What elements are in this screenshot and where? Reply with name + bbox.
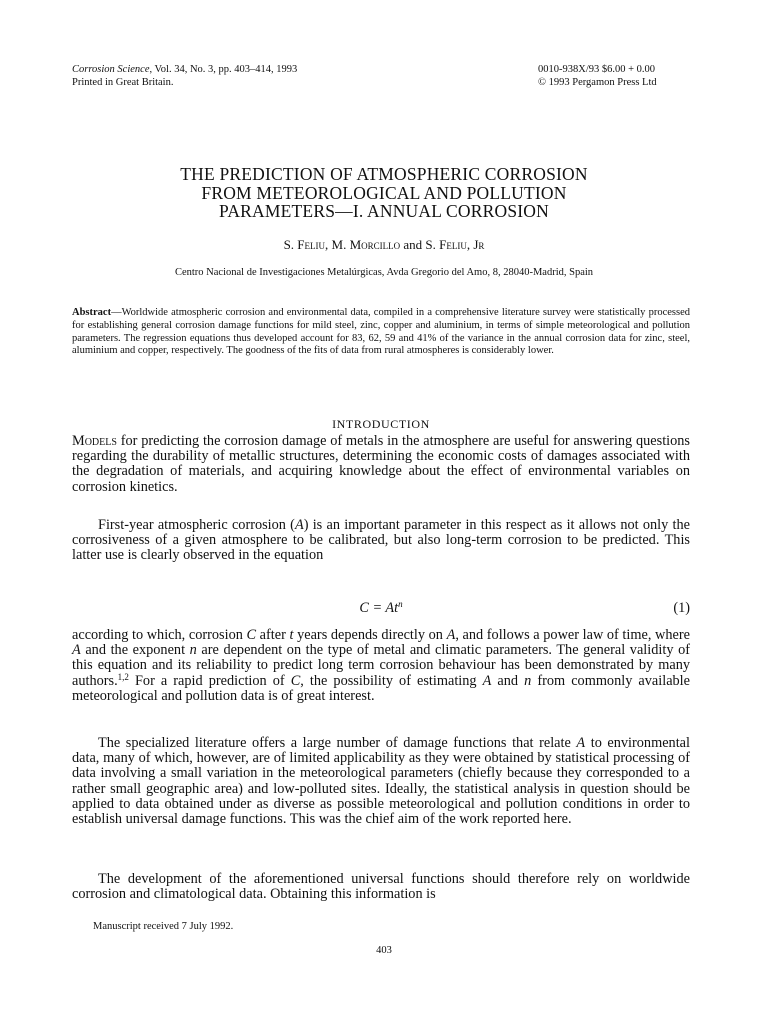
p3-text: For a rapid prediction of bbox=[128, 672, 291, 689]
reference-superscript: 1,2 bbox=[117, 671, 129, 682]
paper-title bbox=[60, 165, 708, 221]
issn-price: 0010-938X/93 $6.00 + 0.00 bbox=[538, 64, 656, 75]
journal-header-left bbox=[72, 64, 297, 89]
p4-text-b: to environmental data, many of which, however, are of limited applicability as they were obtained by statistical processing of data involving a small variation in the meteorological parameters (chiefly because they corresponded to a rather small geographic area) and low-polluted sites. Ideally, the statistical analysis in question should be applied to data obtained under as diverse as possible meteorological and pollution conditions in order to establish universal damage functions. This was the chief aim of the work reported here. bbox=[72, 735, 690, 828]
author-separator-1: , bbox=[325, 237, 332, 252]
paragraph-1 bbox=[72, 434, 690, 495]
title-line-1: THE PREDICTION OF ATMOSPHERIC CORROSION bbox=[180, 164, 588, 184]
variable-c: C bbox=[246, 627, 257, 643]
paragraph-1-text: for predicting the corrosion damage of metals in the atmosphere are useful for answering questions regarding the durability of metallic structures, determining the economic costs of damages associated with the degradation of materials, and acquiring knowledge about the effect of environmental variables on corrosion kinetics. bbox=[72, 433, 690, 495]
paragraph-2-text-b: ) is an important parameter in this respect as it allows not only the corrosiveness of a given atmosphere to be calibrated, but also long-term corrosion to be predicted. This latter use is clearly observed in the equation bbox=[72, 517, 690, 564]
section-heading: INTRODUCTION bbox=[332, 417, 430, 431]
variable-t: t bbox=[289, 627, 294, 643]
equation-row bbox=[72, 600, 690, 616]
p4-text-a: The specialized literature offers a large number of damage functions that relate bbox=[98, 735, 577, 751]
author-2: M. Morcillo bbox=[331, 237, 401, 252]
equation-number: (1) bbox=[673, 600, 690, 616]
paragraph-4 bbox=[72, 736, 690, 827]
abstract-label: Abstract bbox=[72, 307, 112, 318]
page-number: 403 bbox=[376, 945, 392, 956]
abstract bbox=[72, 307, 690, 358]
lead-word: Models bbox=[72, 433, 117, 449]
copyright-note: © 1993 Pergamon Press Ltd bbox=[538, 76, 657, 88]
journal-citation bbox=[72, 64, 297, 77]
title-line-2: FROM METEOROLOGICAL AND POLLUTION bbox=[201, 182, 567, 203]
p3-text: , the possibility of estimating bbox=[300, 672, 483, 689]
p3-text: according to which, corrosion bbox=[72, 627, 247, 643]
equation-exponent: n bbox=[398, 599, 403, 609]
paragraph-5 bbox=[72, 872, 690, 902]
author-1: S. Feliu bbox=[283, 237, 326, 252]
affiliation: Centro Nacional de Investigaciones Metalúrgicas, Avda Gregorio del Amo, 8, 28040-Madrid, Spain bbox=[174, 267, 594, 278]
paragraph-3 bbox=[72, 628, 690, 704]
variable-a: A bbox=[294, 517, 304, 533]
author-3: S. Feliu, Jr bbox=[425, 237, 485, 252]
p5-text: The development of the aforementioned universal functions should therefore rely on worldwide corrosion and climatological data. Obtaining this information is bbox=[72, 871, 690, 903]
author-list bbox=[60, 237, 708, 252]
variable-n: n bbox=[189, 642, 197, 659]
p3-text: and bbox=[491, 672, 525, 689]
variable-a: A bbox=[482, 672, 492, 689]
p3-text: years depends directly on bbox=[293, 627, 447, 643]
journal-header-right bbox=[538, 64, 657, 89]
equation bbox=[72, 600, 690, 616]
p3-text: and the exponent bbox=[80, 642, 190, 659]
author-separator-2: and bbox=[400, 237, 426, 252]
p3-text: from commonly available meteorological and pollution data is of great interest. bbox=[72, 672, 691, 704]
variable-a: A bbox=[576, 735, 586, 751]
journal-name: Corrosion Science bbox=[72, 64, 150, 75]
p3-text: after bbox=[256, 627, 290, 643]
paragraph-2-text-a: First-year atmospheric corrosion ( bbox=[98, 517, 295, 533]
p3-text: are dependent on the type of metal and climatic parameters. The general validity of this equation and its reliability to predict long term corrosion behaviour has been demonstrated by many authors. bbox=[72, 642, 690, 689]
variable-a: A bbox=[72, 642, 81, 659]
printed-note: Printed in Great Britain. bbox=[72, 76, 174, 88]
abstract-text: —Worldwide atmospheric corrosion and environmental data, compiled in a comprehensive literature survey were statistically processed for establishing general corrosion damage functions for mild steel, zinc, copper and aluminium, in terms of simple meteorological and pollution parameters. The regression equations thus developed account for 83, 62, 59 and 41% of the variance in the annual corrosion data for zinc, steel, aluminium and copper, respectively. The goodness of the fits of data from rural atmospheres is considerably lower. bbox=[72, 307, 690, 357]
paragraph-2 bbox=[72, 518, 690, 564]
variable-c: C bbox=[290, 672, 301, 689]
title-line-3: PARAMETERS—I. ANNUAL CORROSION bbox=[219, 201, 549, 221]
equation-body: C = At bbox=[359, 600, 399, 616]
variable-a: A bbox=[446, 627, 456, 643]
p3-text: , and follows a power law of time, where bbox=[455, 627, 690, 643]
variable-n: n bbox=[524, 672, 532, 689]
manuscript-footnote: Manuscript received 7 July 1992. bbox=[93, 921, 234, 932]
volume-info: , Vol. 34, No. 3, pp. 403–414, 1993 bbox=[149, 64, 298, 75]
